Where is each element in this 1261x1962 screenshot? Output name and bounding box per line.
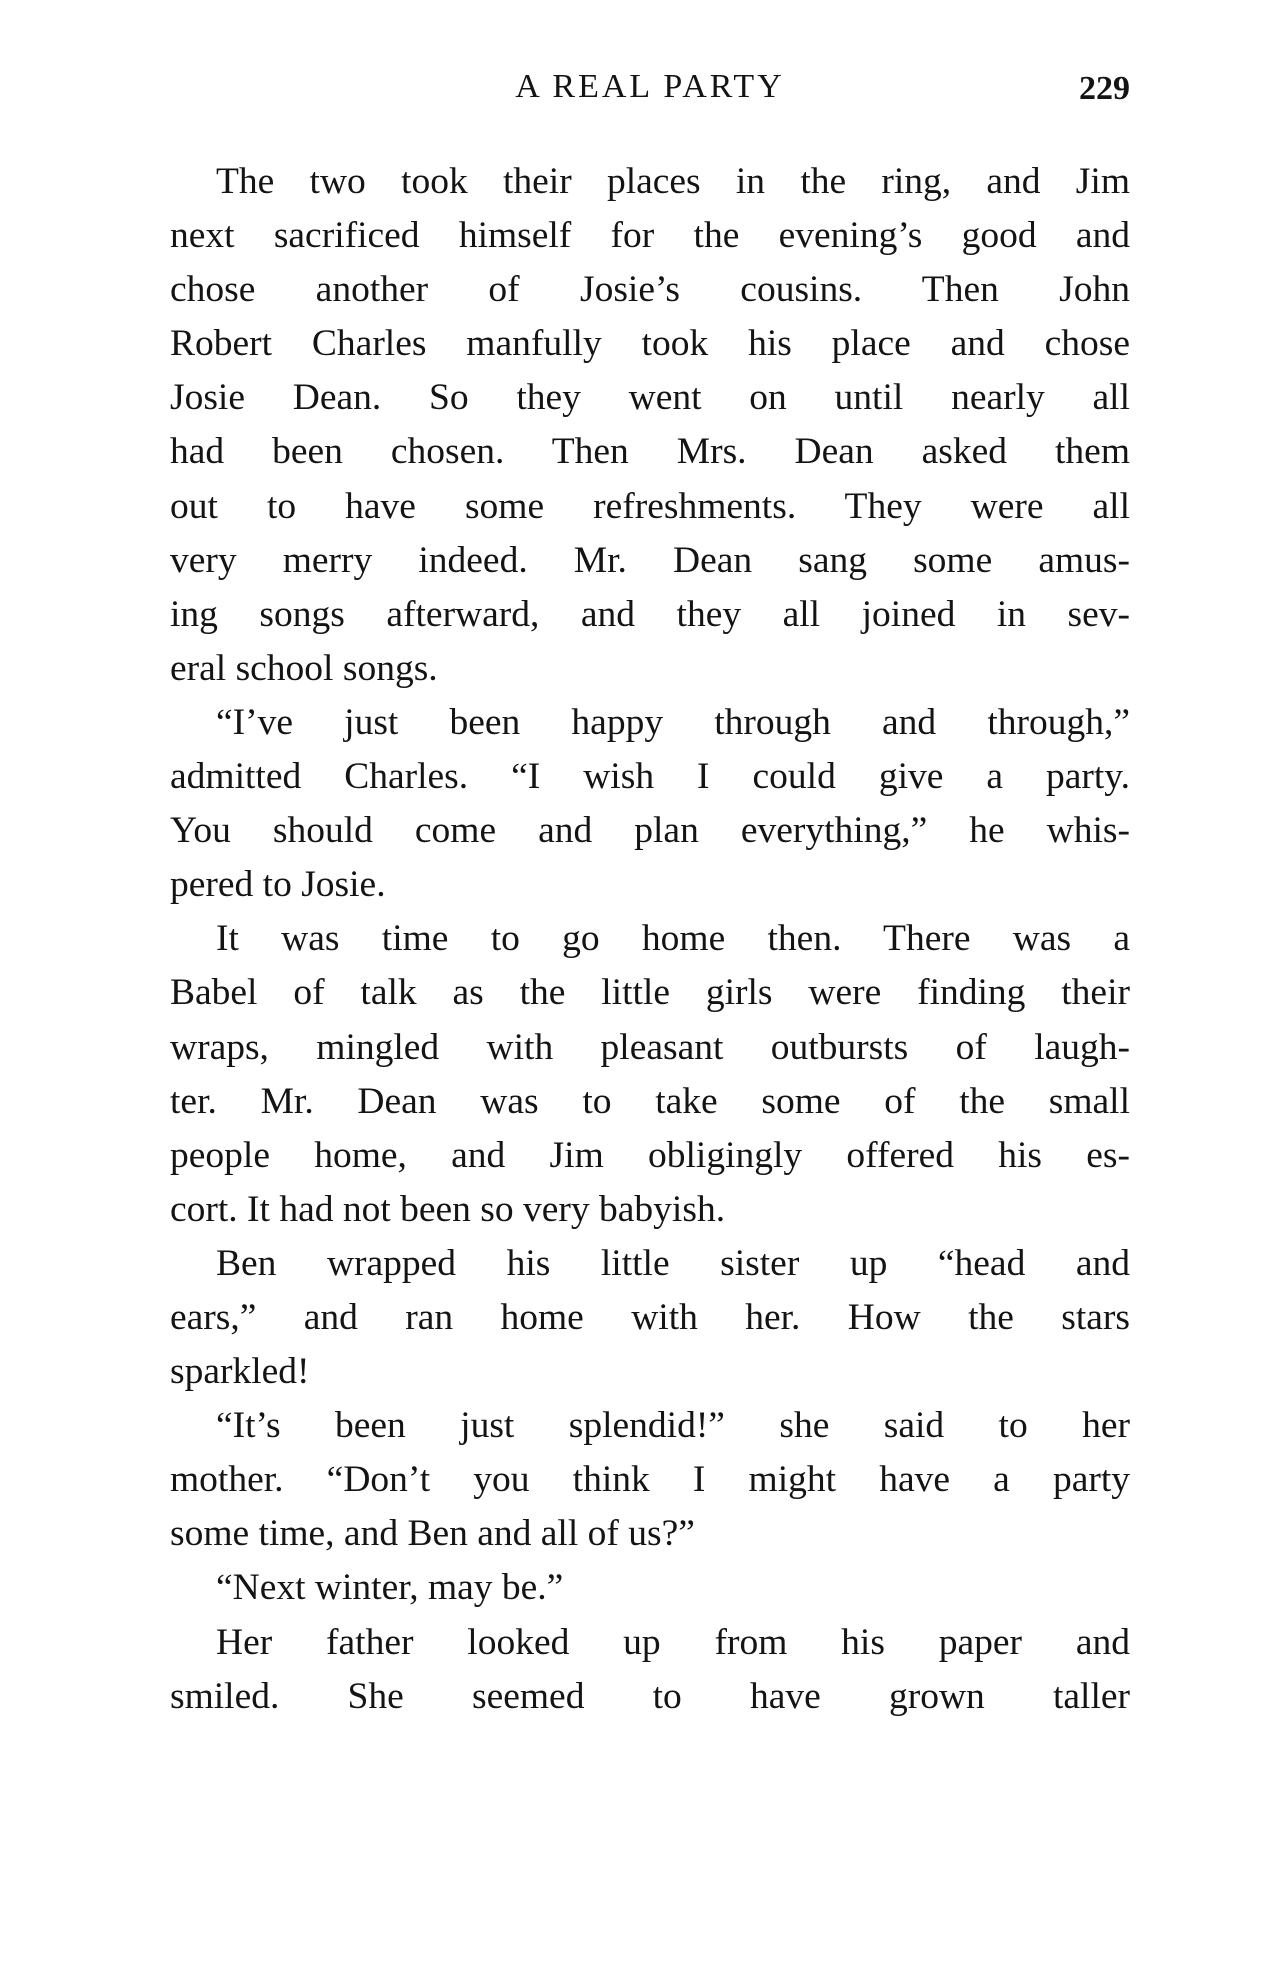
text-line: Her father looked up from his paper and xyxy=(216,1621,1130,1663)
text-line: Josie Dean. So they went on until nearly all xyxy=(170,377,1130,419)
text-line: “Next winter, may be.” xyxy=(216,1567,564,1609)
text-line: smiled. She seemed to have grown taller xyxy=(170,1675,1130,1717)
body-text xyxy=(170,155,1130,1724)
text-line: ter. Mr. Dean was to take some of the small xyxy=(170,1080,1130,1122)
text-line: sparkled! xyxy=(170,1351,310,1393)
text-line: out to have some refreshments. They were all xyxy=(170,485,1130,527)
text-line: wraps, mingled with pleasant outbursts of laugh- xyxy=(170,1026,1130,1068)
text-line: some time, and Ben and all of us?” xyxy=(170,1513,695,1555)
page-number: 229 xyxy=(1079,70,1130,107)
text-line: eral school songs. xyxy=(170,647,438,689)
text-line: next sacrificed himself for the evening’s good and xyxy=(170,215,1130,257)
text-line: Babel of talk as the little girls were finding their xyxy=(170,972,1130,1014)
text-line: “It’s been just splendid!” she said to her xyxy=(216,1405,1130,1447)
text-line: had been chosen. Then Mrs. Dean asked them xyxy=(170,431,1130,473)
text-line: admitted Charles. “I wish I could give a party. xyxy=(170,756,1130,798)
text-line: mother. “Don’t you think I might have a party xyxy=(170,1459,1130,1501)
text-line: chose another of Josie’s cousins. Then John xyxy=(170,269,1130,311)
running-head xyxy=(170,62,1130,112)
text-line: You should come and plan everything,” he whis- xyxy=(170,810,1130,852)
text-line: “I’ve just been happy through and through,” xyxy=(216,701,1130,743)
text-line: Ben wrapped his little sister up “head and xyxy=(216,1242,1130,1284)
text-line: cort. It had not been so very babyish. xyxy=(170,1188,726,1230)
text-line: ears,” and ran home with her. How the stars xyxy=(170,1296,1130,1338)
running-title: A REAL PARTY xyxy=(515,68,785,105)
text-line: ing songs afterward, and they all joined in sev- xyxy=(170,593,1130,635)
text-line: very merry indeed. Mr. Dean sang some amus- xyxy=(170,539,1130,581)
text-line: people home, and Jim obligingly offered his es- xyxy=(170,1134,1130,1176)
text-line: The two took their places in the ring, and Jim xyxy=(216,161,1130,202)
text-line: It was time to go home then. There was a xyxy=(216,918,1130,960)
text-line: pered to Josie. xyxy=(170,864,386,906)
text-line: Robert Charles manfully took his place and chose xyxy=(170,323,1130,365)
